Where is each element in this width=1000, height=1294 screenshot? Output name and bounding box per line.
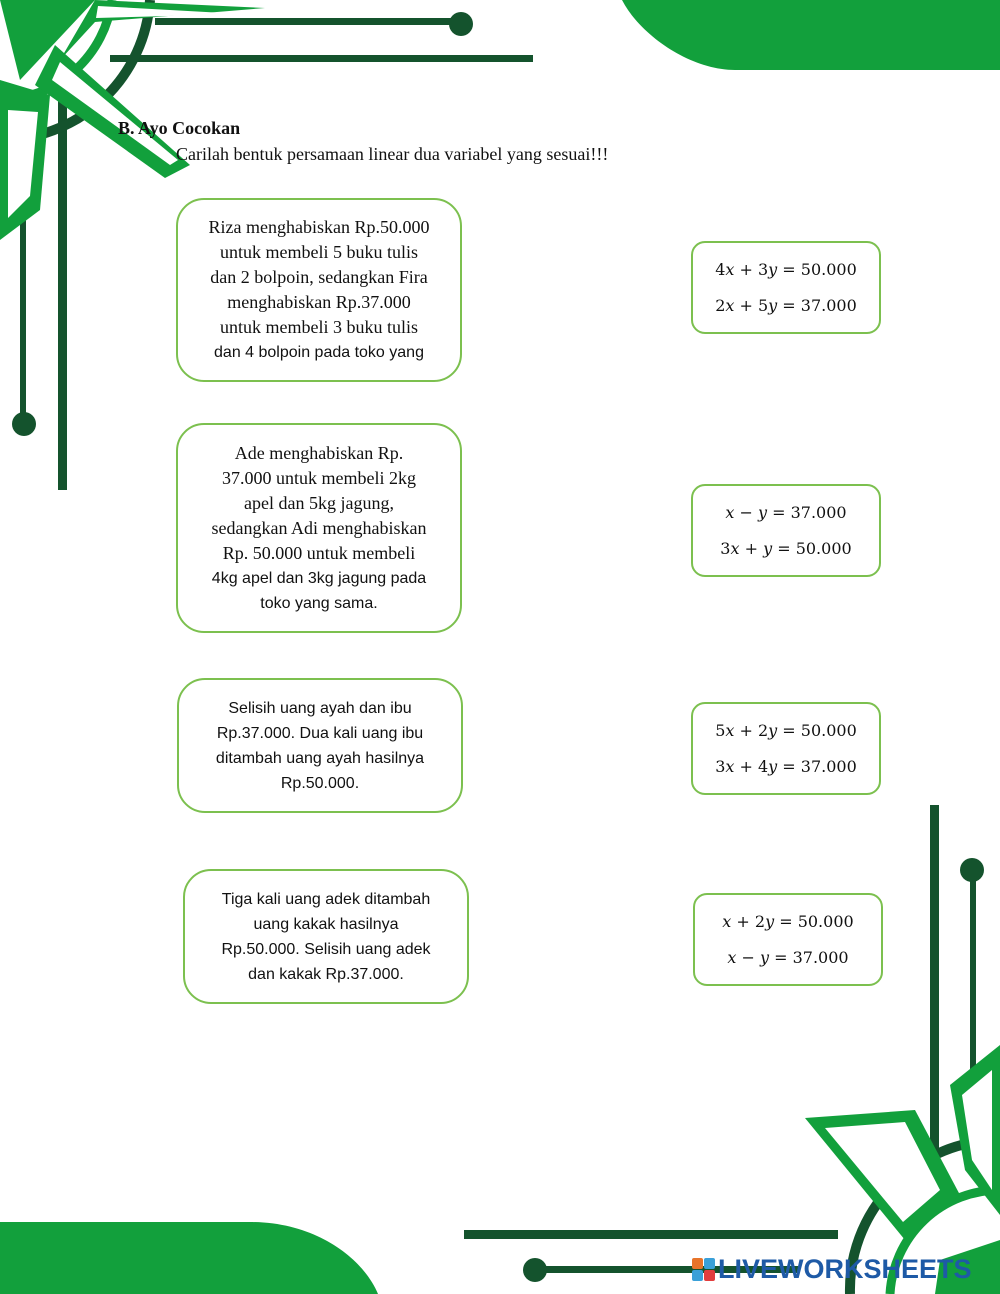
story-line: Rp.50.000. Selisih uang adek — [221, 940, 431, 958]
story-line: Ade menghabiskan Rp. — [234, 442, 404, 463]
story-line: dan 4 bolpoin pada toko yang — [214, 344, 424, 361]
section-heading: B. Ayo Cocokan — [118, 118, 241, 138]
story-line: menghabiskan Rp.37.000 — [227, 292, 411, 312]
story-card-3[interactable] — [177, 678, 463, 813]
story-line: dan kakak Rp.37.000. — [248, 965, 404, 983]
equation-line: 𝑥 + 2𝑦 = 50.000 — [722, 911, 854, 931]
section-instruction: Carilah bentuk persamaan linear dua variabel yang sesuai!!! — [176, 144, 609, 164]
story-line: apel dan 5kg jagung, — [244, 492, 394, 513]
equation-line: 3𝑥 + 𝑦 = 50.000 — [720, 538, 852, 558]
equation-line: 3𝑥 + 4𝑦 = 37.000 — [715, 756, 857, 776]
equation-line: 𝑥 − 𝑦 = 37.000 — [727, 947, 849, 967]
story-line: uang kakak hasilnya — [253, 915, 399, 933]
equation-card-2[interactable] — [691, 484, 881, 577]
story-line: Tiga kali uang adek ditambah — [221, 890, 431, 908]
bottom-left-blob — [0, 1222, 378, 1294]
story-line: toko yang sama. — [260, 594, 378, 612]
story-card-4[interactable] — [183, 869, 469, 1004]
liveworksheets-brand[interactable] — [692, 1254, 972, 1285]
story-line: dan 2 bolpoin, sedangkan Fira — [210, 267, 428, 287]
equation-line: 𝑥 − 𝑦 = 37.000 — [725, 502, 847, 522]
top-right-blob — [622, 0, 1000, 70]
story-line: Selisih uang ayah dan ibu — [228, 699, 412, 717]
story-line: Rp.50.000. — [280, 774, 360, 792]
story-line: 4kg apel dan 3kg jagung pada — [211, 569, 427, 587]
brand-text: LIVEWORKSHEETS — [718, 1254, 972, 1284]
equation-card-1[interactable] — [691, 241, 881, 334]
story-line: untuk membeli 5 buku tulis — [220, 242, 418, 262]
story-line: Riza menghabiskan Rp.50.000 — [208, 217, 430, 237]
liveworksheets-logo-icon — [692, 1258, 715, 1281]
equation-line: 4𝑥 + 3𝑦 = 50.000 — [715, 259, 857, 279]
story-card-1[interactable] — [176, 198, 462, 382]
story-line: Rp. 50.000 untuk membeli — [222, 542, 416, 563]
story-card-2[interactable] — [176, 423, 462, 633]
story-line: 37.000 untuk membeli 2kg — [222, 467, 416, 488]
story-line: ditambah uang ayah hasilnya — [215, 749, 425, 767]
story-line: untuk membeli 3 buku tulis — [220, 317, 418, 337]
equation-line: 2𝑥 + 5𝑦 = 37.000 — [715, 295, 857, 315]
equation-card-4[interactable] — [693, 893, 883, 986]
equation-card-3[interactable] — [691, 702, 881, 795]
equation-line: 5𝑥 + 2𝑦 = 50.000 — [715, 720, 857, 740]
story-line: Rp.37.000. Dua kali uang ibu — [216, 724, 424, 742]
bottom-right-ornament — [464, 805, 1000, 1294]
story-line: sedangkan Adi menghabiskan — [211, 517, 427, 538]
